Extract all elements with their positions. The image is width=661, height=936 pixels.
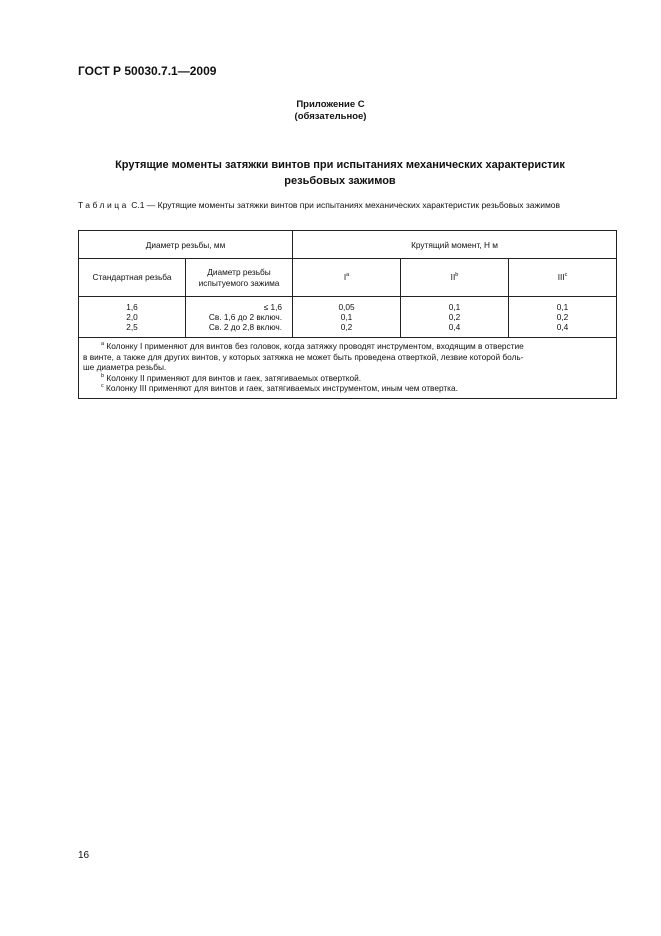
header-standard-thread: Стандартная резьба xyxy=(79,259,186,297)
column-II-values xyxy=(401,297,509,338)
note-c-marker: c xyxy=(101,383,104,389)
table-cell: Св. 2 до 2,8 включ. xyxy=(208,322,283,332)
column-III-values xyxy=(509,297,617,338)
note-a-line2: в винте, а также для других винтов, у которых затяжка не может быть проведена отверткой, лезвие которой боль- xyxy=(83,351,524,362)
annex-title: Приложение С xyxy=(296,99,365,110)
table-cell: 0,1 xyxy=(448,302,461,312)
table-cell: Св. 1,6 до 2 включ. xyxy=(208,312,283,322)
note-a xyxy=(83,341,612,352)
note-a-marker: a xyxy=(101,341,105,347)
table-notes-row xyxy=(79,338,617,399)
table-cell: 0,2 xyxy=(556,312,569,322)
table-cell: 2,0 xyxy=(126,312,138,322)
note-a-line3: ше диаметра резьбы. xyxy=(83,362,167,372)
table-cell: 0,4 xyxy=(556,322,569,332)
table-body-row xyxy=(79,297,617,338)
header-tested-diameter-line1: Диаметр резьбы xyxy=(207,266,271,277)
table-cell: 0,05 xyxy=(338,302,355,312)
note-c-text: Колонку III применяют для винтов и гаек, затягиваемых инструментом, иным чем отвертка. xyxy=(103,383,458,393)
header-diameter: Диаметр резьбы, мм xyxy=(79,231,293,259)
document-header: ГОСТ Р 50030.7.1—2009 xyxy=(78,64,217,78)
note-b-text: Колонку II применяют для винтов и гаек, затягиваемых отверткой. xyxy=(104,372,362,383)
header-column-III xyxy=(509,259,617,297)
table-cell: 0,2 xyxy=(448,312,461,322)
standard-thread-values xyxy=(79,297,186,338)
table-cell: 1,6 xyxy=(126,302,138,312)
page-number: 16 xyxy=(78,850,90,861)
header-torque: Крутящий момент, Н м xyxy=(293,231,617,259)
table-cell: ≤ 1,6 xyxy=(263,302,283,312)
table-caption xyxy=(78,200,618,211)
torque-table xyxy=(78,230,617,399)
table-header-row-2 xyxy=(79,259,617,297)
header-tested-diameter xyxy=(186,259,293,297)
table-cell: 0,1 xyxy=(340,312,353,322)
section-title-line2: резьбовых зажимов xyxy=(284,175,396,187)
tested-diameter-values xyxy=(186,297,293,338)
header-column-I-note: a xyxy=(346,272,350,278)
note-c xyxy=(83,383,612,394)
header-column-II-label: II xyxy=(450,272,456,282)
header-column-I xyxy=(293,259,401,297)
section-title xyxy=(90,157,590,189)
table-cell: 0,4 xyxy=(448,322,461,332)
table-notes xyxy=(79,338,617,399)
table-cell: 0,1 xyxy=(556,302,569,312)
section-title-line1: Крутящие моменты затяжки винтов при испытаниях механических характеристик xyxy=(115,159,565,171)
table-cell: 2,5 xyxy=(126,322,138,332)
table-cell: 0,2 xyxy=(340,322,353,332)
header-column-III-label: III xyxy=(557,272,565,282)
header-column-II-note: b xyxy=(455,272,459,278)
annex-status: (обязательное) xyxy=(294,111,367,122)
header-column-III-note: c xyxy=(564,272,568,278)
column-I-values xyxy=(293,297,401,338)
table-header-row-1 xyxy=(79,231,617,259)
table-caption-label: Таблица xyxy=(78,200,129,210)
header-column-II xyxy=(401,259,509,297)
note-b xyxy=(83,373,612,384)
header-column-I-label: I xyxy=(343,272,347,282)
table-caption-text: С.1 — Крутящие моменты затяжки винтов при испытаниях механических характеристик резьбовых зажимов xyxy=(128,200,561,210)
note-b-marker: b xyxy=(101,372,105,379)
note-a-line1: Колонку I применяют для винтов без головок, когда затяжку проводят инструментом, входящим в отверстие xyxy=(104,341,524,351)
header-tested-diameter-line2: испытуемого зажима xyxy=(198,277,280,288)
